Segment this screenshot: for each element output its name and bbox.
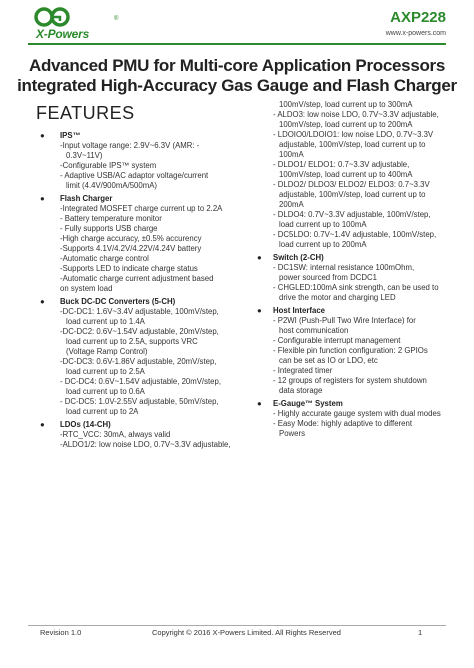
feature-item: -Integrated MOSFET charge current up to 2.2A [60, 204, 223, 213]
feature-item: -Automatic charge current adjustment based [60, 274, 214, 283]
feature-item: - ALDO3: low noise LDO, 0.7V~3.3V adjustable, [273, 110, 439, 119]
bullet-icon: ● [40, 420, 45, 429]
feature-item: - DLDO2/ DLDO3/ ELDO2/ ELDO3: 0.7~3.3V [273, 180, 430, 189]
feature-item-continuation: 100mA [279, 150, 304, 159]
feature-item: on system load [60, 284, 113, 293]
feature-item-continuation: 200mA [279, 200, 304, 209]
section-heading-text: Buck DC-DC Converters (5-CH) [60, 297, 176, 306]
feature-item: - DC-DC4: 0.6V~1.54V adjustable, 20mV/step, [60, 377, 222, 386]
feature-item-continuation: load current up to 2.5A [66, 367, 145, 376]
feature-item: -Configurable IPS™ system [60, 161, 157, 170]
feature-item: - Configurable interrupt management [273, 336, 401, 345]
document-title-line-2: integrated High-Accuracy Gas Gauge and Flash Charger [17, 76, 457, 95]
page-header [0, 0, 474, 44]
feature-item: - DLDO1/ ELDO1: 0.7~3.3V adjustable, [273, 160, 410, 169]
feature-item: - Highly accurate gauge system with dual modes [273, 409, 441, 418]
bullet-icon: ● [40, 194, 45, 203]
model-number: AXP228 [390, 9, 446, 26]
section-heading [257, 306, 443, 316]
document-title-line-1: Advanced PMU for Multi-core Application Processors [28, 56, 446, 75]
feature-item: - DC-DC5: 1.0V-2.55V adjustable, 50mV/step, [60, 397, 219, 406]
feature-item: -DC-DC3: 0.6V-1.86V adjustable, 20mV/step, [60, 357, 217, 366]
section-heading [36, 194, 239, 204]
page-number: 1 [418, 628, 423, 637]
bullet-icon: ● [257, 399, 262, 408]
feature-item-continuation: load current up to 1.4A [66, 317, 145, 326]
bullet-icon: ● [257, 253, 262, 262]
feature-item-continuation: load current up to 100mA [279, 220, 367, 229]
section-heading [36, 131, 239, 141]
feature-item: -Input voltage range: 2.9V~6.3V (AMR: - [60, 141, 200, 150]
feature-item: -ALDO1/2: low noise LDO, 0.7V~3.3V adjustable, [60, 440, 231, 449]
feature-item-continuation: load current up to 2.5A, supports VRC [66, 337, 198, 346]
website-url: www.x-powers.com [385, 30, 446, 37]
feature-item-continuation: data storage [279, 386, 323, 395]
feature-item-continuation: adjustable, 100mV/step, load current up to [279, 140, 426, 149]
feature-item-continuation: 100mV/step, load current up to 300mA [279, 100, 413, 109]
feature-item-continuation: 100mV/step, load current up to 200mA [279, 120, 413, 129]
header-divider [28, 43, 446, 45]
feature-item: -High charge accuracy, ±0.5% accurency [60, 234, 202, 243]
feature-item-continuation: (Voltage Ramp Control) [66, 347, 148, 356]
revision-label: Revision 1.0 [40, 628, 82, 637]
features-left-column [36, 128, 239, 450]
feature-item: -Supports LED to indicate charge status [60, 264, 198, 273]
feature-item-continuation: adjustable, 100mV/step, load current up to [279, 190, 426, 199]
feature-item: - LDOIO0/LDOIO1: low noise LDO, 0.7V~3.3V [273, 130, 434, 139]
logo-text: X-Powers [36, 27, 90, 41]
feature-item: - Adaptive USB/AC adaptor voltage/current [60, 171, 209, 180]
feature-item-continuation: can be set as IO or LDO, etc [279, 356, 378, 365]
features-heading: FEATURES [36, 103, 135, 123]
feature-item-continuation: host communication [279, 326, 349, 335]
feature-item: -RTC_VCC: 30mA, always valid [60, 430, 171, 439]
feature-item-continuation: limit (4.4V/900mA/500mA) [66, 181, 157, 190]
registered-mark: ® [114, 16, 119, 22]
feature-item: - 12 groups of registers for system shutdown [273, 376, 427, 385]
feature-item-continuation: power sourced from DCDC1 [279, 273, 377, 282]
section-heading-text: Switch (2-CH) [273, 253, 324, 262]
feature-item: - P2WI (Push-Pull Two Wire Interface) for [273, 316, 416, 325]
feature-item: - DLDO4: 0.7V~3.3V adjustable, 100mV/step, [273, 210, 431, 219]
feature-item-continuation: Powers [279, 429, 305, 438]
feature-item-continuation: load current up to 2A [66, 407, 139, 416]
feature-item-continuation: load current up to 200mA [279, 240, 367, 249]
bullet-icon: ● [40, 297, 45, 306]
feature-item: - DC5LDO: 0.7V~1.4V adjustable, 100mV/step, [273, 230, 437, 239]
feature-item: -Supports 4.1V/4.2V/4.22V/4.24V battery [60, 244, 202, 253]
section-heading [36, 420, 239, 430]
section-heading-text: IPS™ [60, 131, 81, 140]
feature-item-continuation: drive the motor and charging LED [279, 293, 396, 302]
section-heading-text: LDOs (14-CH) [60, 420, 111, 429]
feature-item: - Battery temperature monitor [60, 214, 162, 223]
feature-item-continuation: 100mV/step, load current up to 400mA [279, 170, 413, 179]
section-heading [257, 399, 443, 409]
feature-item: -DC-DC2: 0.6V~1.54V adjustable, 20mV/step, [60, 327, 219, 336]
footer-divider [28, 625, 446, 626]
feature-item: - Fully supports USB charge [60, 224, 158, 233]
feature-item: - Easy Mode: highly adaptive to different [273, 419, 412, 428]
feature-item: -DC-DC1: 1.6V~3.4V adjustable, 100mV/step, [60, 307, 219, 316]
copyright-notice: Copyright © 2016 X-Powers Limited. All Rights Reserved [152, 628, 341, 637]
feature-item: -Automatic charge control [60, 254, 149, 263]
bullet-icon: ● [40, 131, 45, 140]
section-heading [257, 253, 443, 263]
feature-item-continuation: 0.3V~11V) [66, 151, 103, 160]
section-heading [36, 297, 239, 307]
logo-rings-icon [30, 7, 80, 27]
section-heading-text: E-Gauge™ System [273, 399, 343, 408]
feature-item: - Flexible pin function configuration: 2 GPIOs [273, 346, 428, 355]
section-heading-text: Flash Charger [60, 194, 113, 203]
features-right-column [257, 100, 443, 439]
feature-item-continuation: load current up to 0.6A [66, 387, 145, 396]
x-powers-logo [24, 7, 119, 41]
feature-item: - DC1SW: internal resistance 100mOhm, [273, 263, 415, 272]
feature-item: - CHGLED:100mA sink strength, can be used to [273, 283, 439, 292]
section-heading-text: Host Interface [273, 306, 325, 315]
bullet-icon: ● [257, 306, 262, 315]
feature-item: - Integrated timer [273, 366, 333, 375]
